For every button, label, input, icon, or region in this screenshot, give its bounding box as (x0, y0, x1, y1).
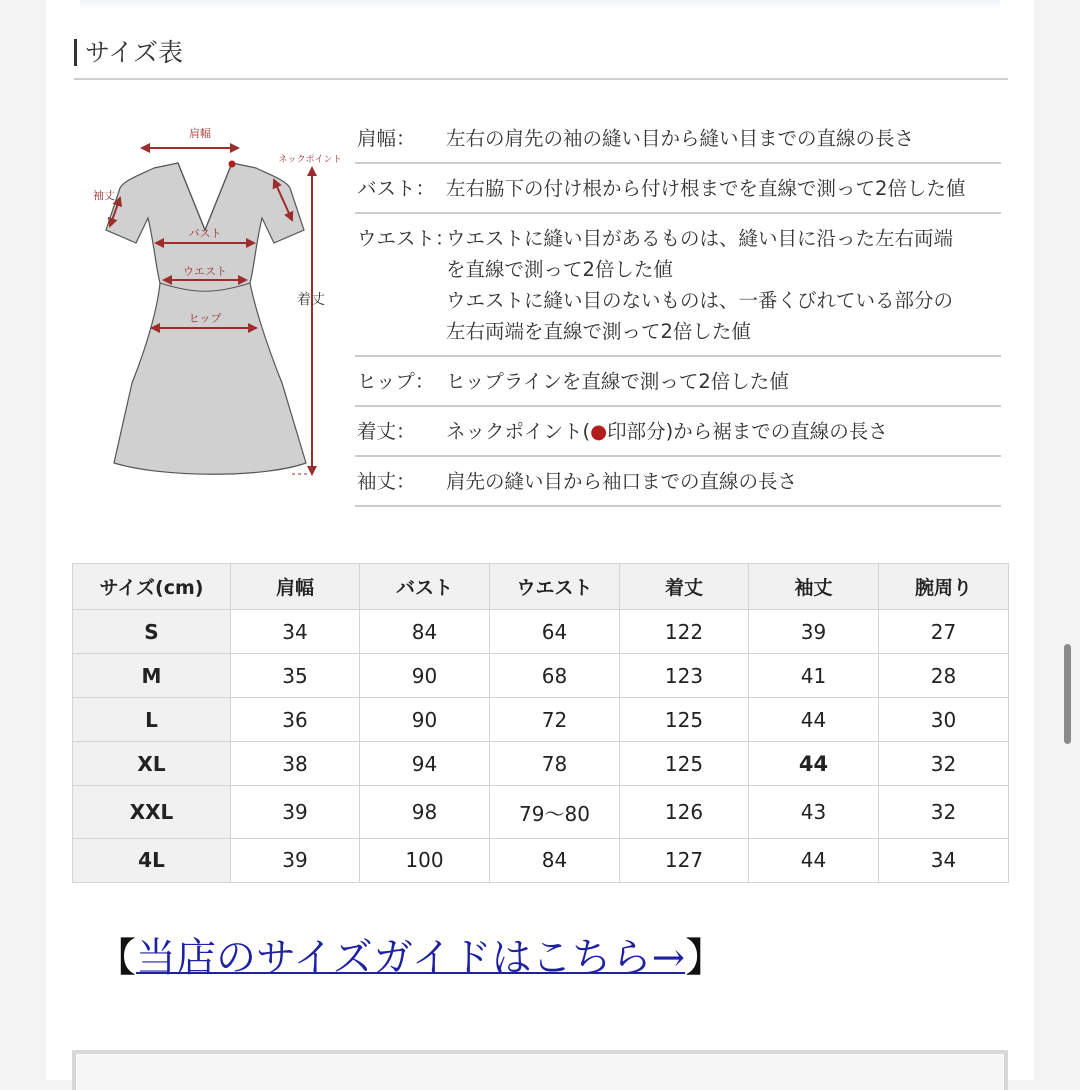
size-guide-link[interactable]: 当店のサイズガイドはこちら→ (136, 935, 686, 981)
table-cell: 35 (231, 654, 360, 698)
table-cell: 36 (231, 698, 360, 742)
definition-row (355, 457, 1001, 507)
table-cell: 123 (620, 654, 749, 698)
table-cell: 125 (620, 742, 749, 786)
section-title-text: サイズ表 (85, 38, 184, 67)
top-banner-edge (80, 0, 1000, 10)
table-cell: 44 (749, 838, 879, 882)
table-cell: 44 (749, 742, 879, 786)
table-cell: 84 (490, 838, 620, 882)
definition-text (446, 416, 1001, 447)
diagram-label-bust: バスト (188, 227, 222, 240)
column-header: 着丈 (620, 564, 749, 610)
table-row (73, 654, 1009, 698)
definition-row (355, 357, 1001, 407)
definition-row (355, 114, 1001, 164)
size-label: L (73, 698, 231, 742)
table-header-row (73, 564, 1009, 610)
table-row (73, 742, 1009, 786)
table-cell: 39 (231, 786, 360, 839)
table-cell: 126 (620, 786, 749, 839)
bracket-open: 【 (96, 935, 136, 981)
table-cell: 79～80 (490, 786, 620, 839)
definition-text: を直線で測って2倍した値 (446, 258, 673, 281)
column-header: サイズ(cm) (73, 564, 231, 610)
table-cell: 78 (490, 742, 620, 786)
table-cell: 127 (620, 838, 749, 882)
table-cell: 100 (360, 838, 490, 882)
table-cell: 43 (749, 786, 879, 839)
definition-term: 着丈： (357, 420, 416, 443)
table-cell: 38 (231, 742, 360, 786)
definition-text: 左右の肩先の袖の縫い目から縫い目までの直線の長さ (446, 127, 915, 150)
table-cell: 98 (360, 786, 490, 839)
table-cell: 94 (360, 742, 490, 786)
table-cell: 122 (620, 610, 749, 654)
column-header: 腕周り (879, 564, 1009, 610)
neck-point-dot (229, 161, 236, 168)
bracket-close: 】 (685, 935, 726, 981)
size-label: 4L (73, 838, 231, 882)
definition-term: バスト： (357, 177, 436, 200)
size-label: XXL (73, 786, 231, 839)
table-cell: 32 (879, 786, 1009, 839)
definition-text: ウエストに縫い目があるものは、縫い目に沿った左右両端 (446, 227, 954, 250)
definition-text: 左右脇下の付け根から付け根までを直線で測って2倍した値 (446, 177, 966, 200)
table-cell: 28 (879, 654, 1009, 698)
definition-row (355, 407, 1001, 457)
column-header: 袖丈 (749, 564, 879, 610)
table-row (73, 838, 1009, 882)
diagram-label-sleeve: 袖丈 (93, 189, 115, 202)
section-title (74, 36, 1008, 80)
table-cell: 32 (879, 742, 1009, 786)
diagram-label-hip: ヒップ (188, 312, 222, 325)
size-table (72, 563, 1009, 883)
table-row (73, 610, 1009, 654)
definition-text: ヒップラインを直線で測って2倍した値 (446, 370, 789, 393)
diagram-label-shoulder: 肩幅 (189, 127, 211, 140)
definition-term: ウエスト： (357, 227, 455, 250)
next-section-box (72, 1050, 1008, 1090)
dress-illustration (84, 118, 342, 488)
definition-row (355, 214, 1001, 357)
table-cell: 34 (231, 610, 360, 654)
table-cell: 90 (360, 654, 490, 698)
table-cell: 64 (490, 610, 620, 654)
definition-text-part: 印部分)から裾までの直線の長さ (607, 420, 888, 443)
size-label: XL (73, 742, 231, 786)
dress-measurement-diagram (84, 118, 342, 488)
table-cell: 39 (231, 838, 360, 882)
table-cell: 90 (360, 698, 490, 742)
definition-text: 肩先の縫い目から袖口までの直線の長さ (446, 470, 798, 493)
scrollbar-thumb[interactable] (1064, 644, 1071, 744)
diagram-label-length: 着丈 (297, 292, 325, 308)
table-cell: 27 (879, 610, 1009, 654)
table-row (73, 698, 1009, 742)
title-bar-marker (74, 39, 77, 66)
column-header: バスト (360, 564, 490, 610)
column-header: 肩幅 (231, 564, 360, 610)
table-cell: 39 (749, 610, 879, 654)
definition-text-part: ネックポイント( (446, 420, 591, 443)
neck-point-marker-icon: ● (590, 420, 608, 443)
measurement-definitions (355, 114, 1001, 507)
table-cell: 72 (490, 698, 620, 742)
definition-term: ヒップ： (357, 370, 435, 393)
definition-text: 左右両端を直線で測って2倍した値 (446, 320, 751, 343)
definition-text: ウエストに縫い目のないものは、一番くびれている部分の (446, 289, 954, 312)
definition-term: 肩幅： (357, 127, 416, 150)
table-row (73, 786, 1009, 839)
diagram-label-waist: ウエスト (183, 265, 227, 278)
table-cell: 44 (749, 698, 879, 742)
size-label: M (73, 654, 231, 698)
size-guide-link-line (96, 928, 725, 988)
size-label: S (73, 610, 231, 654)
table-cell: 84 (360, 610, 490, 654)
diagram-label-neck-point: ネックポイント (278, 155, 342, 165)
table-cell: 125 (620, 698, 749, 742)
table-cell: 30 (879, 698, 1009, 742)
table-cell: 34 (879, 838, 1009, 882)
table-cell: 41 (749, 654, 879, 698)
definition-row (355, 164, 1001, 214)
column-header: ウエスト (490, 564, 620, 610)
table-cell: 68 (490, 654, 620, 698)
definition-term: 袖丈： (357, 470, 416, 493)
